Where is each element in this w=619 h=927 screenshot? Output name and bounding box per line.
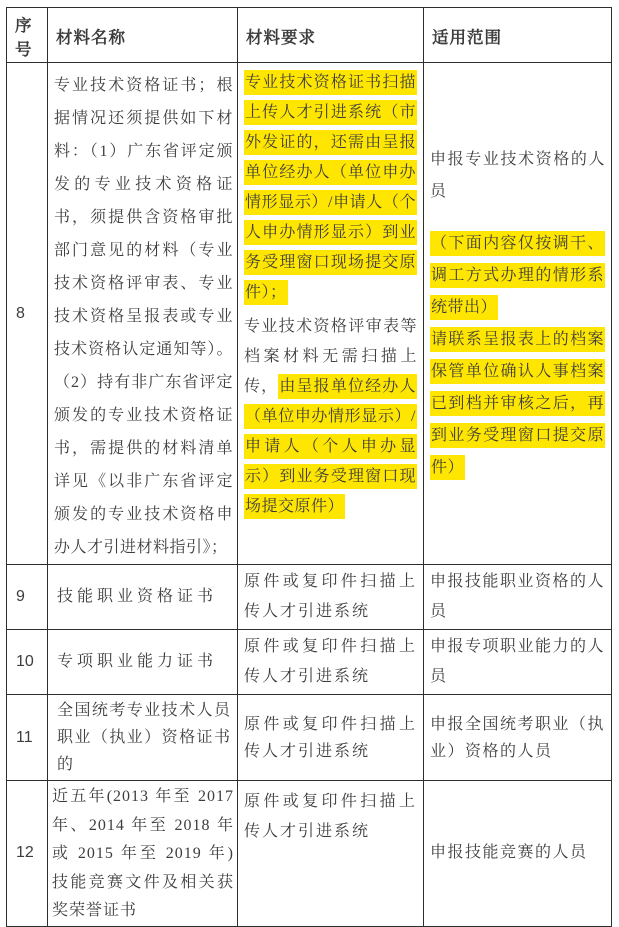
highlighted-text: （下面内容仅按调干、调工方式办理的情形系统带出） — [430, 231, 605, 320]
table-row-9 — [7, 565, 612, 630]
cell-scope-11: 申报全国统考职业（执业）资格的人员 — [424, 695, 612, 781]
cell-name-11: 全国统考专业技术人员职业（执业）资格证书的 — [48, 695, 238, 781]
table-row-10 — [7, 630, 612, 695]
highlighted-text: 专业技术资格证书扫描上传人才引进系统（市外发证的，还需由呈报单位经办人（单位申办情形显示）/申请人（个人申办情形显示）到业务受理窗口现场提交原件）； — [244, 70, 417, 305]
scope-highlight-paragraph-2 — [430, 324, 605, 484]
cell-req-12: 原件或复印件扫描上传人才引进系统 — [238, 781, 424, 927]
cell-seq-11: 11 — [7, 695, 48, 781]
table-row-11 — [7, 695, 612, 781]
plain-text: 专业技术资格评审表等档案材料无需扫描上传， — [244, 318, 417, 395]
cell-name-12: 近五年(2013 年至 2017 年、2014 年至 2018 年或 2015 年至 2019 年)技能竞赛文件及相关获奖荣誉证书 — [48, 781, 238, 927]
req-mixed-paragraph — [244, 312, 417, 522]
cell-req-10: 原件或复印件扫描上传人才引进系统 — [238, 630, 424, 695]
cell-scope-12: 申报技能竞赛的人员 — [424, 781, 612, 927]
highlighted-text: 请联系呈报表上的档案保管单位确认人事档案已到档并审核之后，再到业务受理窗口提交原件） — [430, 327, 605, 480]
cell-scope-8 — [424, 63, 612, 565]
cell-scope-9: 申报技能职业资格的人员 — [424, 565, 612, 630]
header-name: 材料名称 — [48, 8, 238, 63]
cell-seq-8: 8 — [7, 63, 48, 565]
highlighted-text: 由呈报单位经办人（单位申办情形显示）/申请人（个人申办显示）到业务受理窗口现场提交原件） — [244, 374, 417, 519]
cell-seq-10: 10 — [7, 630, 48, 695]
table-row-8 — [7, 63, 612, 565]
cell-scope-10: 申报专项职业能力的人员 — [424, 630, 612, 695]
req-highlight-paragraph — [244, 68, 417, 308]
cell-name-10: 专项职业能力证书 — [48, 630, 238, 695]
scope-plain-paragraph: 申报专业技术资格的人员 — [430, 150, 605, 200]
cell-seq-9: 9 — [7, 565, 48, 630]
scope-highlight-paragraph-1 — [430, 228, 605, 324]
table-header-row — [7, 8, 612, 63]
cell-name-9: 技能职业资格证书 — [48, 565, 238, 630]
header-seq: 序号 — [7, 8, 48, 63]
cell-req-8 — [238, 63, 424, 565]
table-row-12 — [7, 781, 612, 927]
header-req: 材料要求 — [238, 8, 424, 63]
header-scope: 适用范围 — [424, 8, 612, 63]
materials-table — [6, 7, 612, 927]
cell-name-8: 专业技术资格证书；根据情况还须提供如下材料：（1）广东省评定颁发的专业技术资格证书，须提供含资格审批部门意见的材料（专业技术资格评审表、专业技术资格呈报表或专业技术资格认定通知等）。（2）持有非广东省评定颁发的专业技术资格证书，需提供的材料清单详见《以非广东省评定颁发的专业技术资格申办人才引进材料指引》； — [48, 63, 238, 565]
cell-req-9: 原件或复印件扫描上传人才引进系统 — [238, 565, 424, 630]
cell-req-11: 原件或复印件扫描上传人才引进系统 — [238, 695, 424, 781]
cell-seq-12: 12 — [7, 781, 48, 927]
